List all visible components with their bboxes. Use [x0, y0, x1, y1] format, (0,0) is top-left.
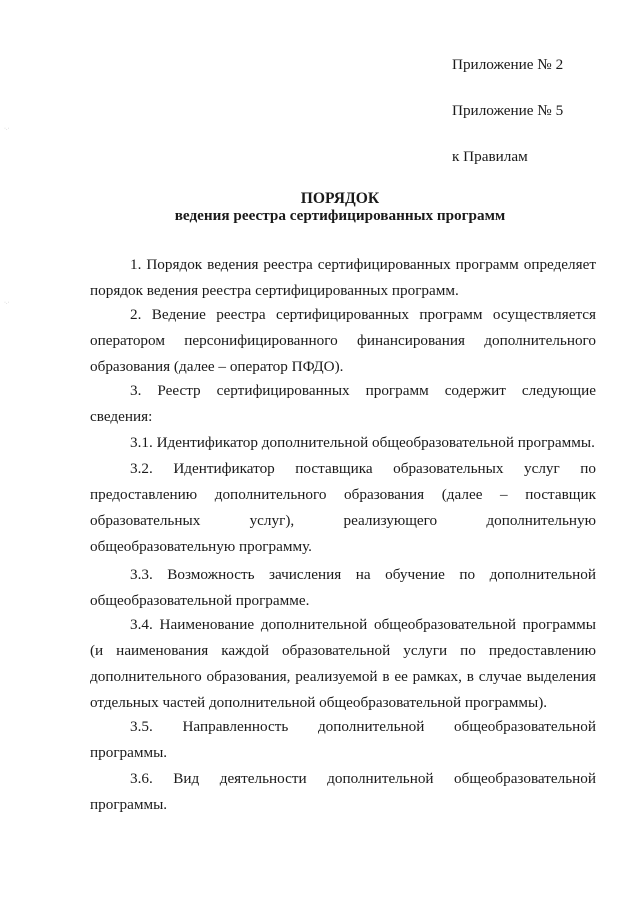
scan-artifact-mark: ·.· [4, 126, 10, 132]
paragraph-3-6: 3.6. Вид деятельности дополнительной общеобразовательной программы. [90, 770, 596, 813]
scan-artifact-mark: ·.· [4, 300, 10, 306]
appendix-number-5: Приложение № 5 [452, 102, 564, 119]
paragraph-3-1: 3.1. Идентификатор дополнительной общеобразовательной программы. [130, 434, 595, 451]
paragraph-1: 1. Порядок ведения реестра сертифицированных программ определяет порядок ведения реестра сертифицированных программ. [90, 256, 596, 299]
paragraph-3-3: 3.3. Возможность зачисления на обучение по дополнительной общеобразовательной программе. [90, 566, 596, 609]
document-title: ПОРЯДОК [300, 190, 380, 207]
paragraph-3-5: 3.5. Направленность дополнительной общеобразовательной программы. [90, 718, 596, 761]
paragraph-3-2: 3.2. Идентификатор поставщика образовательных услуг по предоставлению дополнительного образования (далее – поставщик образовательных услуг), реализующего дополнительную общеобразовательную программу. [90, 460, 596, 555]
paragraph-3-4: 3.4. Наименование дополнительной общеобразовательной программы (и наименования каждой образовательной услуги по предоставлению дополнительного образования, реализуемой в ее рамках, в случае выделения отдельных частей дополнительной общеобразовательной программы). [90, 616, 596, 711]
appendix-number-2: Приложение № 2 [452, 56, 564, 73]
document-subtitle: ведения реестра сертифицированных программ [174, 207, 506, 224]
appendix-rules-reference: к Правилам [452, 148, 528, 165]
paragraph-3: 3. Реестр сертифицированных программ содержит следующие сведения: [90, 382, 596, 425]
paragraph-2: 2. Ведение реестра сертифицированных программ осуществляется оператором персонифицированного финансирования дополнительного образования (далее – оператор ПФДО). [90, 306, 596, 375]
